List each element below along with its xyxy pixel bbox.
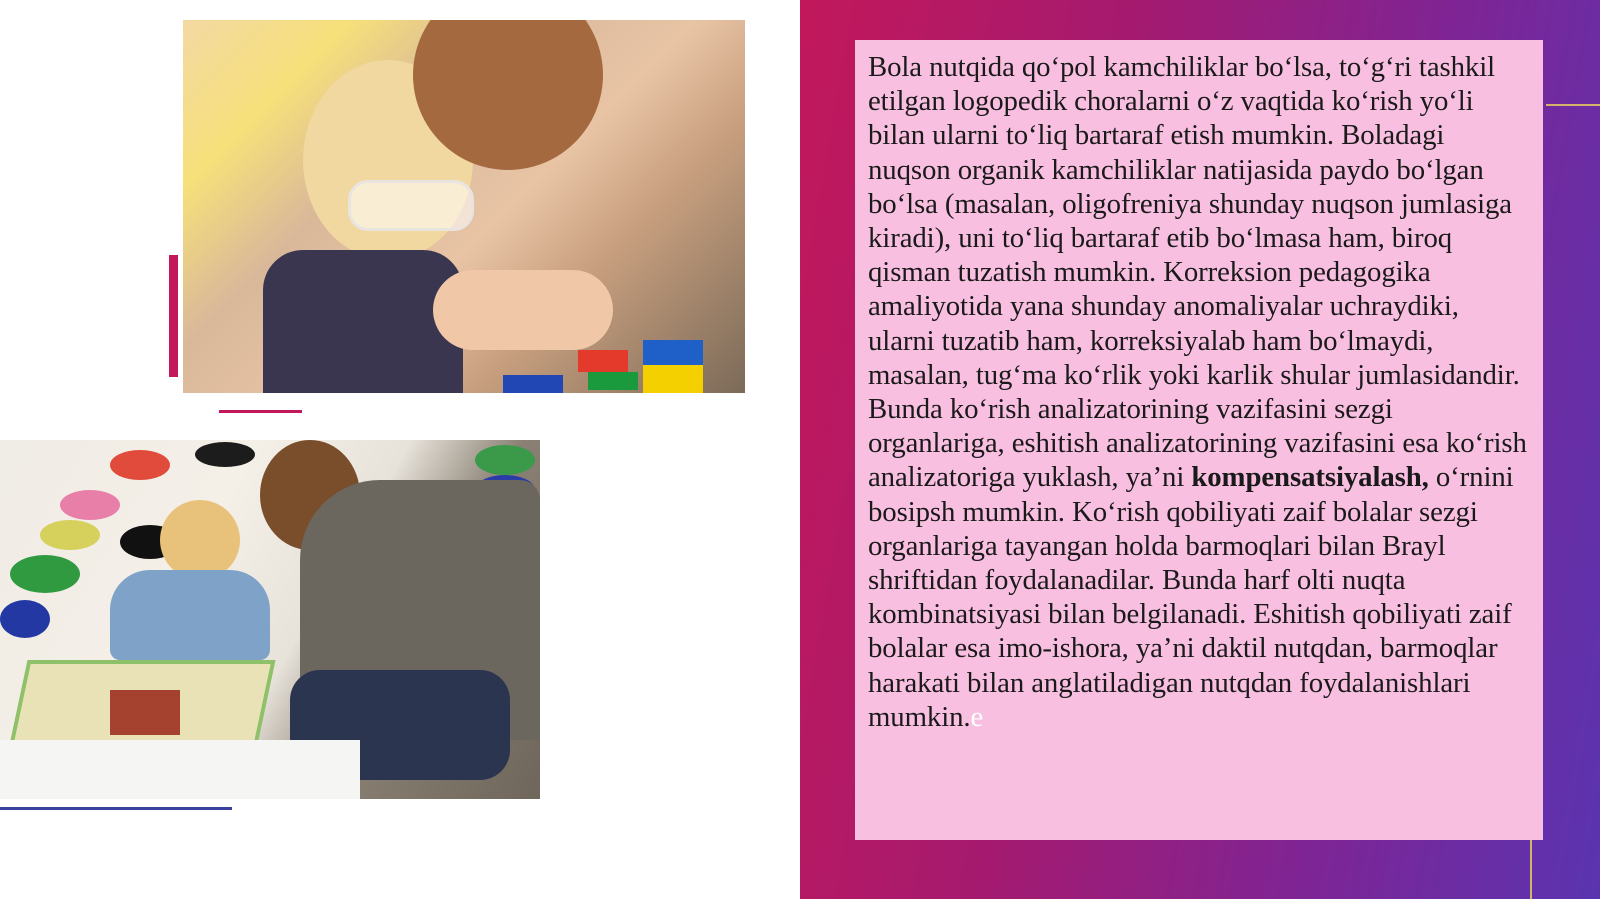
mat-circle — [10, 555, 80, 593]
accent-line-long — [0, 807, 232, 810]
board-center-shape — [110, 690, 180, 735]
hands-shape — [433, 270, 613, 350]
table-shape — [0, 740, 360, 799]
mat-circle — [110, 450, 170, 480]
glasses-shape — [348, 180, 474, 231]
gold-divider-bottom — [1530, 840, 1532, 899]
accent-line-short — [219, 410, 302, 413]
mat-circle — [475, 445, 535, 475]
mat-circle — [0, 600, 50, 638]
stacking-toy-blue-2 — [503, 375, 563, 393]
paragraph-part2: oʻrnini bosipsh mumkin. Koʻrish qobiliyati zaif bolalar sezgi organlariga tayangan holda barmoqlari bilan Brayl shriftidan foydalanadilar. Bunda harf olti nuqta kombinatsiyasi bilan belgilanadi. Eshitish qobiliyati zaif bolalar esa imo-ishora, ya’ni daktil nutqdan, barmoqlar harakati bilan anglatiladigan nutqdan foydalanishlari mumkin. — [868, 461, 1514, 733]
bottom-photo — [0, 440, 540, 799]
stacking-toy-green — [588, 372, 638, 390]
paragraph-part1: Bola nutqida qoʻpol kamchiliklar boʻlsa, toʻgʻri tashkil etilgan logopedik choralarni oʻz vaqtida koʻrish yoʻli bilan ularni toʻliq bartaraf etish mumkin. Boladagi nuqson organik kamchiliklar natijasida paydo boʻlgan boʻlsa (masalan, oligofreniya shunday nuqson jumlasiga kiradi), uni toʻliq bartaraf etib boʻlmasa ham, biroq qisman tuzatish mumkin. Korreksion pedagogika amaliyotida yana shunday anomaliyalar uchraydiki, ularni tuzatib ham, korreksiyalab ham boʻlmaydi, masalan, tugʻma koʻrlik yoki karlik shular jumlasidandir. Bunda koʻrish analizatorining vazifasini sezgi organlariga, eshitish analizatorining vazifasini esa koʻrish analizatoriga yuklash, ya’ni — [868, 51, 1527, 494]
stacking-toy-blue — [643, 340, 703, 365]
paragraph-trailing: e — [970, 700, 984, 733]
paragraph-emphasis: kompensatsiyalash, — [1191, 461, 1429, 494]
stacking-toy-yellow — [643, 365, 703, 393]
child-head-shape — [160, 500, 240, 580]
mat-circle — [195, 442, 255, 467]
text-box — [855, 40, 1543, 840]
accent-bar — [169, 255, 178, 377]
mat-circle — [40, 520, 100, 550]
child-dress-shape — [263, 250, 463, 393]
child-shirt-shape — [110, 570, 270, 660]
mat-circle — [60, 490, 120, 520]
stacking-toy-red — [578, 350, 628, 372]
gold-divider-top — [1546, 104, 1600, 106]
top-photo — [183, 20, 745, 393]
body-paragraph — [868, 50, 1529, 734]
